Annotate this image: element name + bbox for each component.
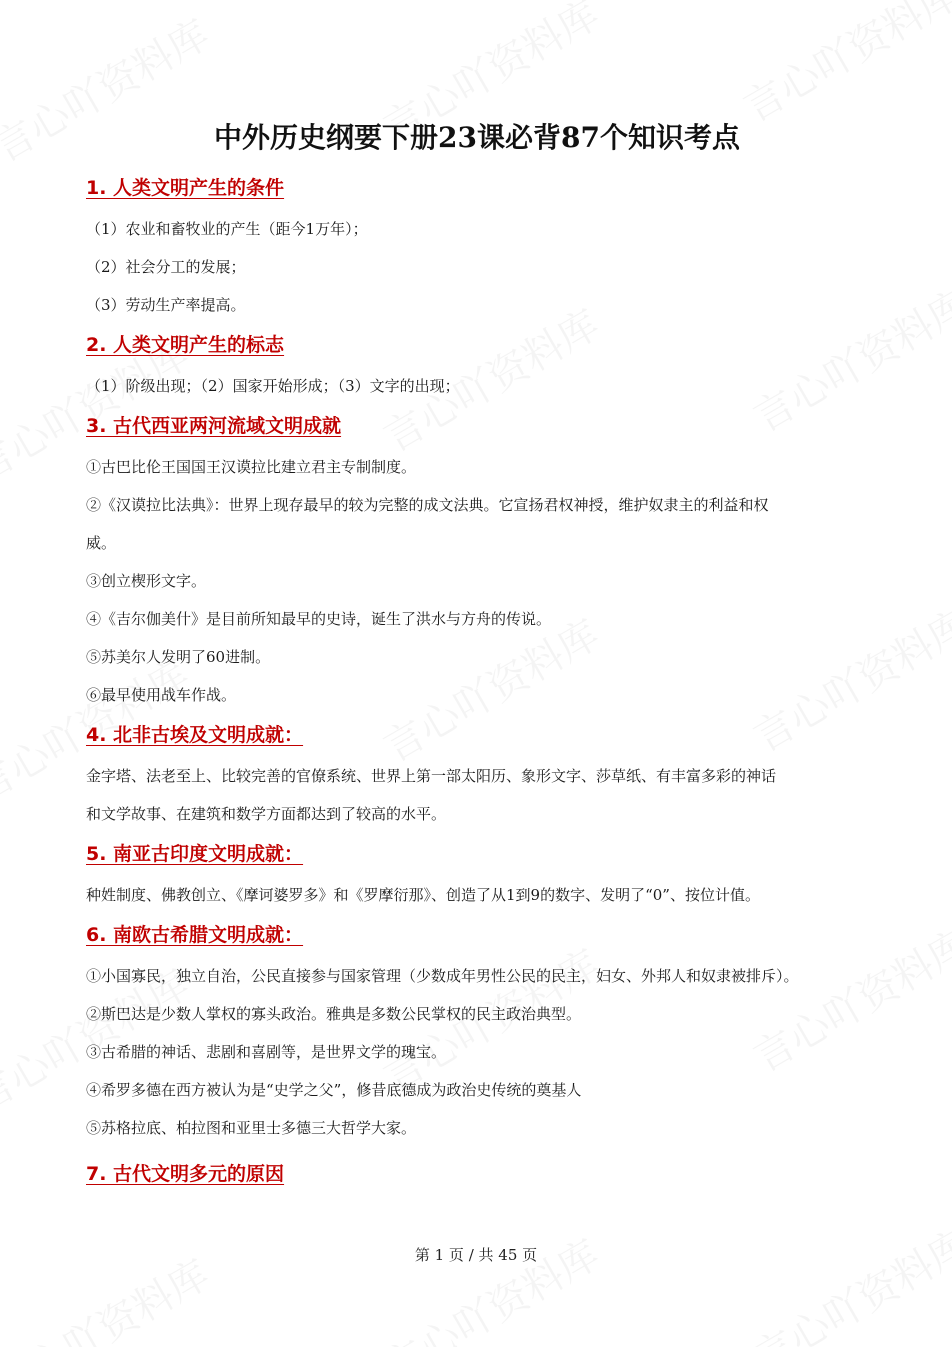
section-heading: 4. 北非古埃及文明成就： (86, 724, 304, 746)
paragraph-line: ⑤苏美尔人发明了60进制。 (86, 648, 271, 666)
paragraph-line: ④希罗多德在西方被认为是“史学之父”，修昔底德成为政治史传统的奠基人 (86, 1081, 582, 1099)
section-5 (86, 839, 868, 914)
section-heading: 1. 人类文明产生的条件 (86, 177, 285, 199)
section-2 (86, 330, 868, 405)
paragraph-line: ④《吉尔伽美什》是目前所知最早的史诗，诞生了洪水与方舟的传说。 (86, 610, 552, 628)
paragraph-line: 金字塔、法老至上、比较完善的官僚系统、世界上第一部太阳历、象形文字、莎草纸、有丰富多彩的神话 (86, 767, 777, 785)
paragraph-line: ①小国寡民，独立自治，公民直接参与国家管理（少数成年男性公民的民主，妇女、外邦人和奴隶被排斥）。 (86, 967, 799, 985)
paragraph-line: （2）社会分工的发展； (86, 258, 246, 276)
section-1 (86, 173, 868, 324)
section-heading: 7. 古代文明多元的原因 (86, 1163, 285, 1185)
paragraph-line: （1）阶级出现；（2）国家开始形成；（3）文字的出现； (86, 377, 460, 395)
paragraph-line: （3）劳动生产率提高。 (86, 296, 246, 314)
section-7 (86, 1159, 868, 1189)
watermark (372, 1224, 608, 1347)
paragraph-line: 种姓制度、佛教创立、《摩诃婆罗多》和《罗摩衍那》、创造了从1到9的数字、发明了“0”、按位计值。 (86, 886, 760, 904)
watermark (742, 1214, 952, 1347)
paragraph-line: ⑥最早使用战车作战。 (86, 686, 237, 704)
paragraph-line: （1）农业和畜牧业的产生（距今1万年）； (86, 220, 368, 238)
section-heading: 3. 古代西亚两河流域文明成就 (86, 415, 342, 437)
paragraph-line: ②斯巴达是少数人掌权的寡头政治。雅典是多数公民掌权的民主政治典型。 (86, 1005, 582, 1023)
paragraph-line: ⑤苏格拉底、柏拉图和亚里士多德三大哲学大家。 (86, 1119, 417, 1137)
section-6 (86, 920, 868, 1147)
section-4 (86, 720, 868, 833)
section-heading: 2. 人类文明产生的标志 (86, 334, 285, 356)
page-footer: 第 1 页 / 共 45 页 (414, 1246, 538, 1264)
paragraph-line: 和文学故事、在建筑和数学方面都达到了较高的水平。 (86, 805, 447, 823)
paragraph-line: ③创立楔形文字。 (86, 572, 207, 590)
section-heading: 6. 南欧古希腊文明成就： (86, 924, 304, 946)
section-heading: 5. 南亚古印度文明成就： (86, 843, 304, 865)
paragraph-line: ①古巴比伦王国国王汉谟拉比建立君主专制制度。 (86, 458, 417, 476)
paragraph-line: 威。 (86, 534, 117, 552)
document-page (86, 118, 868, 1189)
paragraph-line: ②《汉谟拉比法典》：世界上现存最早的较为完整的成文法典。它宣扬君权神授，维护奴隶主的利益和权 (86, 496, 769, 514)
document-title: 中外历史纲要下册23课必背87个知识考点 (214, 121, 740, 154)
watermark (732, 0, 952, 133)
section-3 (86, 411, 868, 714)
paragraph-line: ③古希腊的神话、悲剧和喜剧等，是世界文学的瑰宝。 (86, 1043, 447, 1061)
